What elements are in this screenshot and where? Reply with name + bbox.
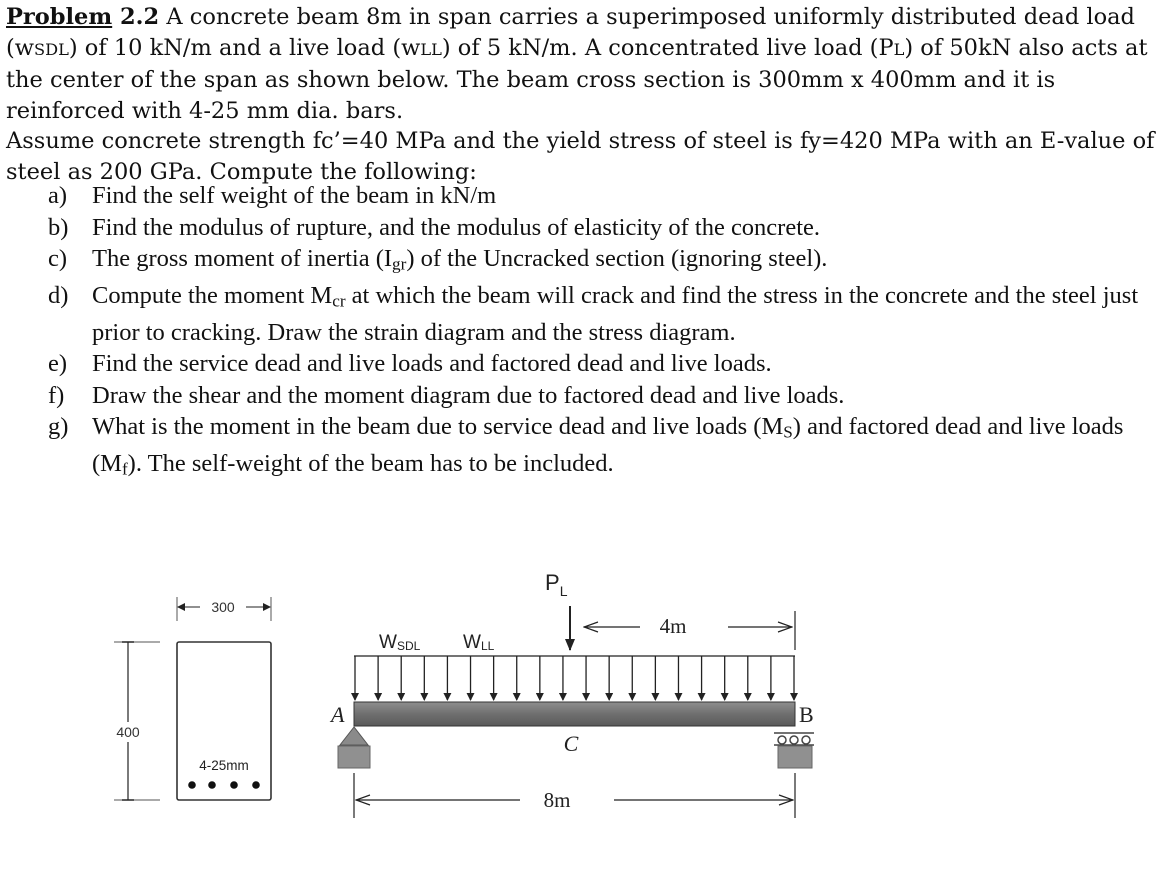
distributed-load-arrows [355,656,794,700]
section-width-label: 300 [211,599,235,615]
task-text-part: at which the beam will crack and find the stress in the concrete and the steel just prior to cracking. Draw the strain diagram and the stress diagram. [92,281,1139,346]
task-label: b) [48,213,69,241]
rebar-dot [230,781,238,789]
task-label: d) [48,281,69,309]
beam-body [354,702,795,726]
subscript: cr [332,291,346,311]
task-label: g) [48,413,69,441]
problem-number: 2.2 [120,4,160,30]
problem-text: ) of 10 kN/m and a live load (w [68,34,421,61]
subscript: gr [392,254,407,274]
rebar-dot [188,781,196,789]
cross-section [112,597,271,800]
task-text-part: What is the moment in the beam due to service dead and live loads (M [92,413,784,441]
half-span-label: 4m [659,614,687,638]
rebar-dot [208,781,216,789]
task-text-part: ) of the Uncracked section (ignoring steel). [406,245,828,272]
task-label: c) [48,245,68,272]
subscript: SDL [34,39,69,59]
subscript: f [121,459,128,479]
task-label: a) [48,182,68,209]
task-text-part: ) and factored dead and live loads (M [92,413,1124,478]
task-text-part: Compute the moment M [92,281,333,309]
rebar-label: 4-25mm [199,758,249,773]
subscript: LL [420,39,442,59]
rebar-dot [252,781,260,789]
roller-support [774,733,814,768]
task-text: Find the modulus of rupture, and the modulus of elasticity of the concrete. [92,213,821,241]
problem-text: A concrete beam 8m in span carries a superimposed uniformly distributed dead load (w [6,4,1135,61]
beam-elevation [329,570,814,818]
problem-text: ) of 5 kN/m. A concentrated live load (P [441,34,894,61]
problem-label: Problem [6,4,113,30]
live-load-label: WLL [463,632,495,653]
subscript: L [893,39,905,59]
center-label: C [563,731,579,756]
support-b-label: B [799,702,814,727]
problem-text: ) of 50kN also acts at the center of the span as shown below. The beam cross section is 300mm x 400mm and it is reinforced with 4-25 mm dia. bars. [6,34,1148,124]
task-label: e) [48,350,68,378]
section-height-label: 400 [116,724,140,740]
task-text: Find the self weight of the beam in kN/m [92,182,497,209]
point-load-label: $P_L$ [545,570,568,599]
section-outline [177,642,271,800]
dead-load-label: WSDL [379,632,421,653]
task-text-part: ). The self-weight of the beam has to be included. [127,450,614,478]
task-text-part: The gross moment of inertia (I [92,245,393,272]
pin-support [338,727,370,768]
problem-paragraph-2: Assume concrete strength fc’=40 MPa and the yield stress of steel is fy=420 MPa with an E-value of steel as 200 GPa. Compute the following: [6,128,1155,185]
subscript: S [783,422,793,442]
task-text: Draw the shear and the moment diagram due to factored dead and live loads. [92,381,845,409]
task-text: Find the service dead and live loads and factored dead and live loads. [92,350,772,378]
task-label: f) [48,381,65,409]
support-a-label: A [331,702,345,727]
span-label: 8m [543,788,571,812]
